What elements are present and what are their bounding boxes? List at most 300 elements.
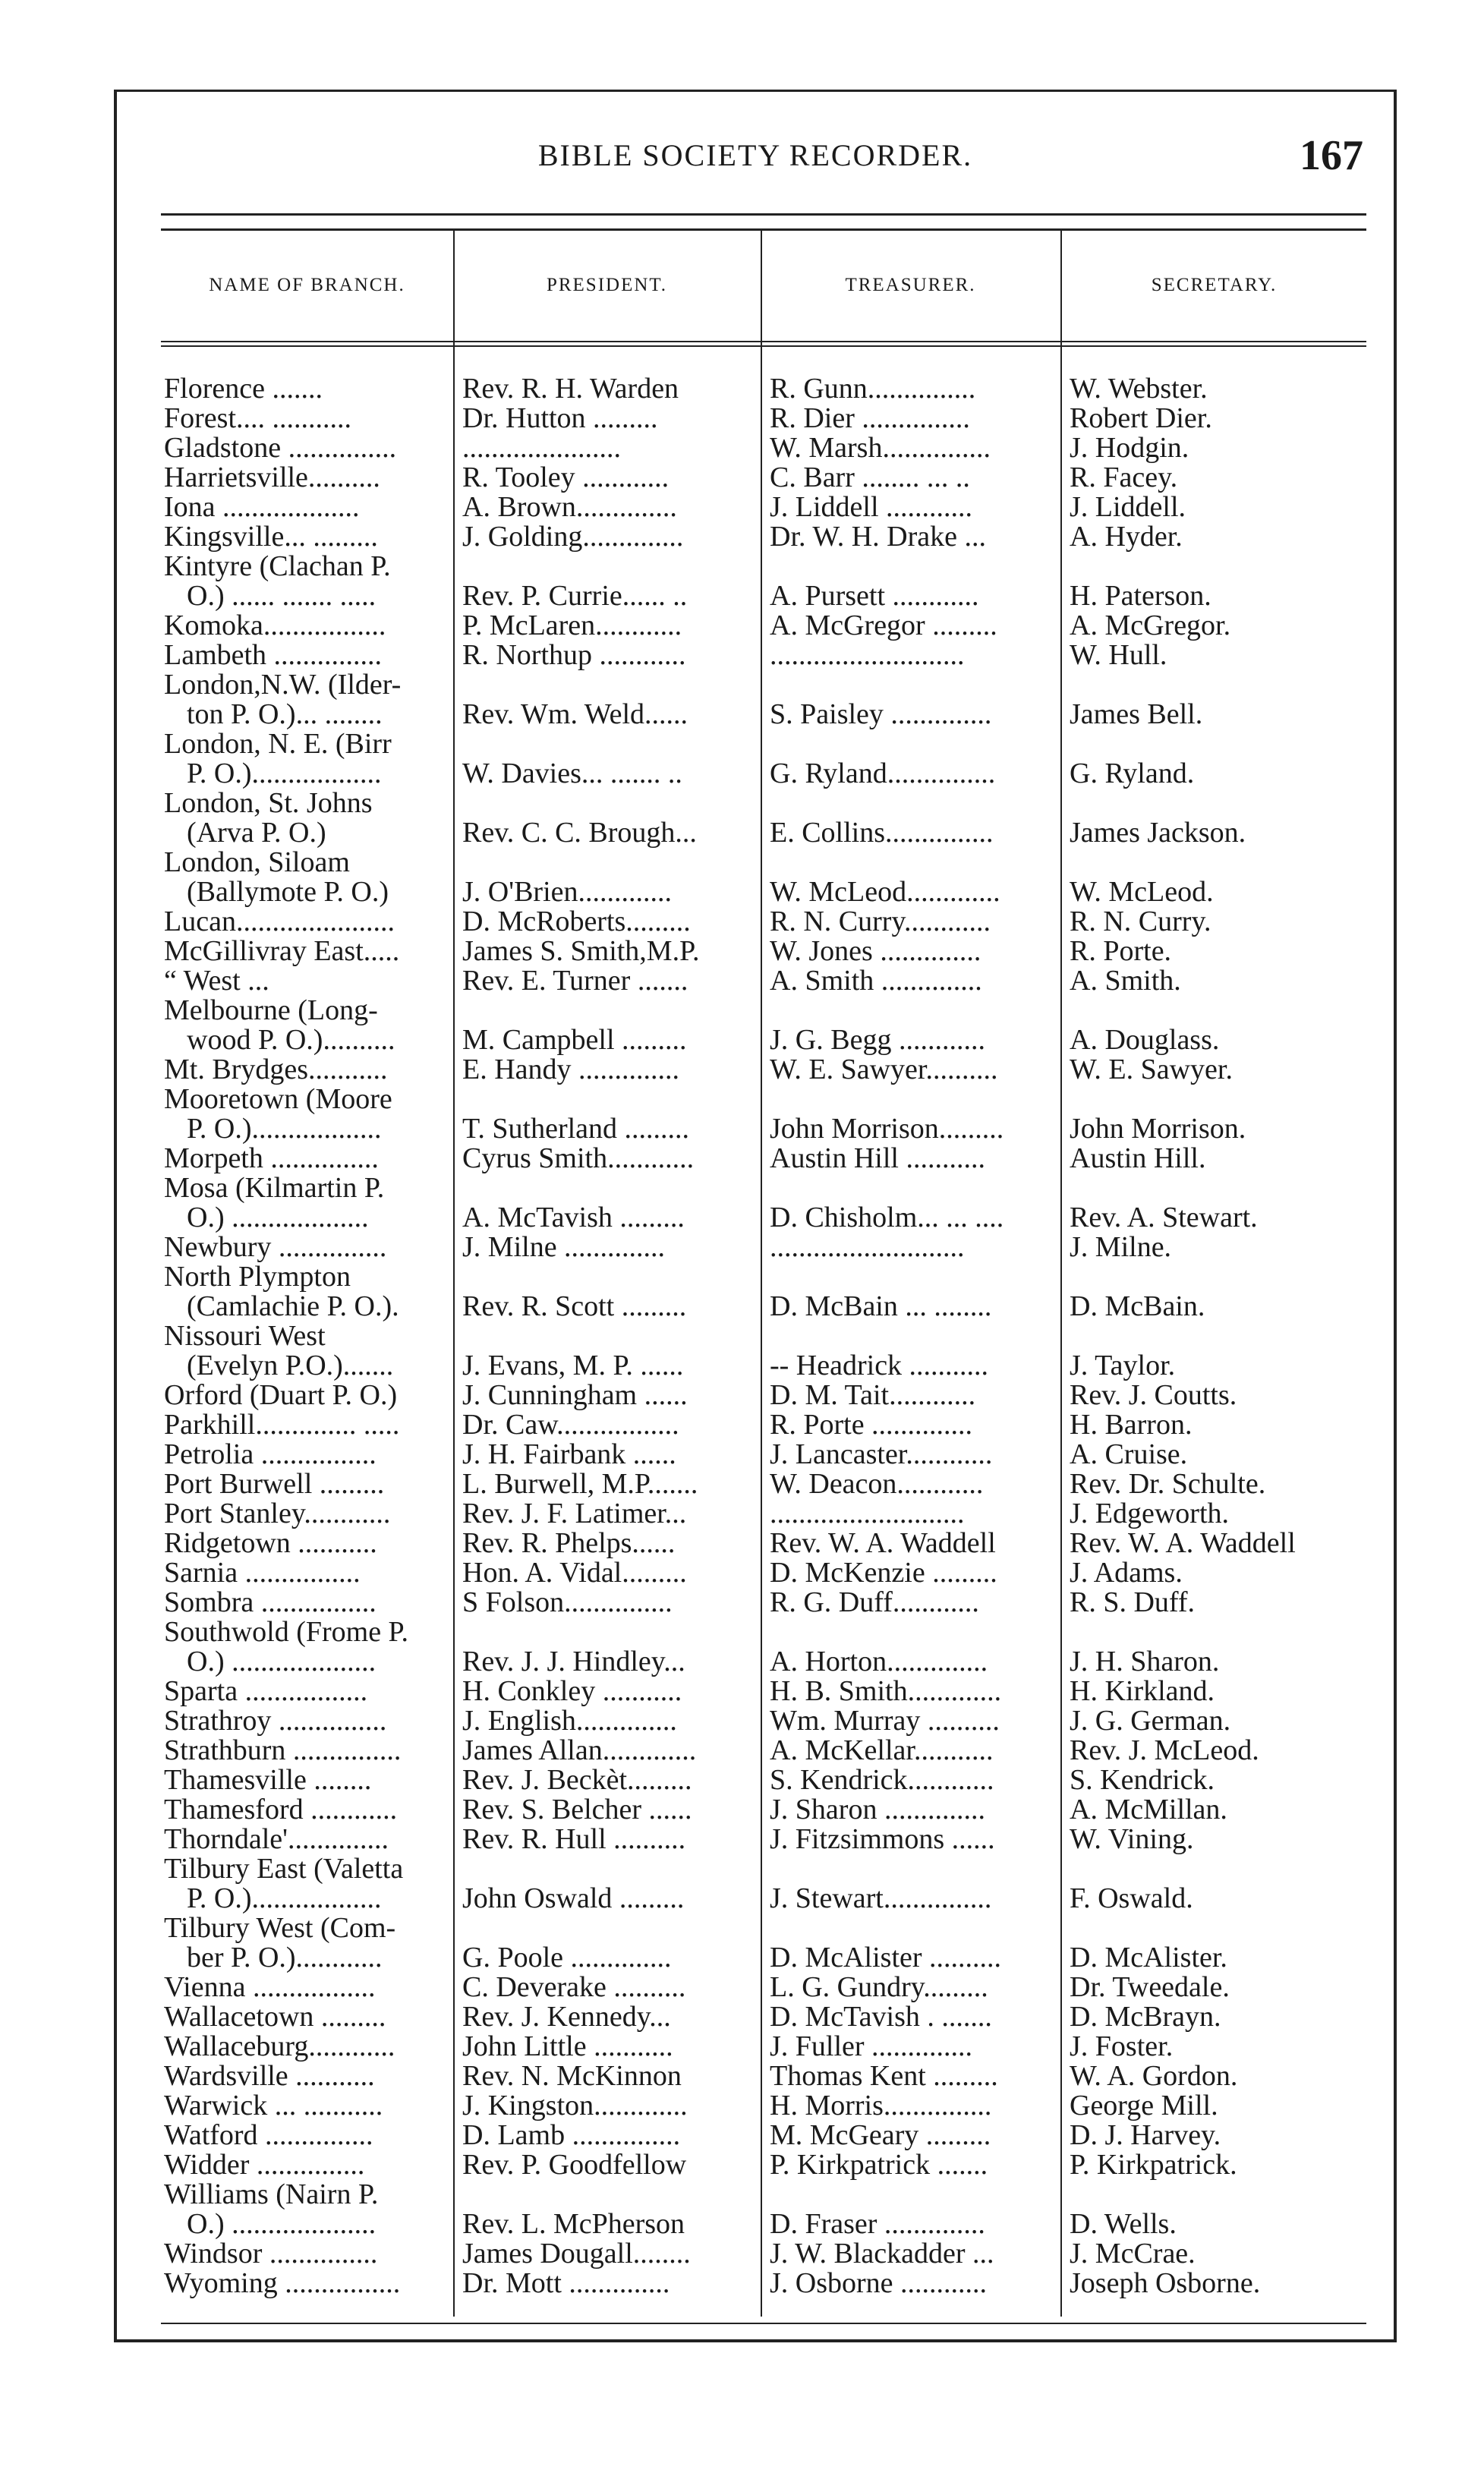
branch-name-line: Thorndale'.............. bbox=[164, 1825, 389, 1854]
president-cell: Rev. E. Turner ....... bbox=[462, 966, 688, 996]
treasurer-cell: D. McAlister .......... bbox=[770, 1943, 1002, 1973]
branch-name-cell bbox=[161, 729, 453, 789]
branch-name-line: London,N.W. (Ilder- bbox=[164, 670, 402, 701]
treasurer-cell: R. Gunn............... bbox=[770, 374, 976, 404]
secretary-cell: Rev. W. A. Waddell bbox=[1070, 1529, 1296, 1558]
branch-name-line: Mooretown (Moore bbox=[164, 1085, 392, 1115]
secretary-cell: D. McBain. bbox=[1070, 1292, 1205, 1321]
branch-name-line: Nissouri West bbox=[164, 1321, 326, 1352]
table-row bbox=[161, 1529, 1366, 1558]
column-header-president: PRESIDENT. bbox=[546, 275, 668, 295]
table-row bbox=[161, 1706, 1366, 1736]
page-header bbox=[117, 132, 1394, 191]
branch-name-cell bbox=[161, 1055, 453, 1085]
president-cell: Rev. P. Goodfellow bbox=[462, 2150, 687, 2180]
table-row bbox=[161, 1410, 1366, 1440]
secretary-cell: A. Hyder. bbox=[1070, 522, 1183, 552]
table-row bbox=[161, 1262, 1366, 1321]
treasurer-cell: ........................... bbox=[770, 641, 965, 670]
branch-name-cell bbox=[161, 1617, 453, 1677]
branch-name-cell bbox=[161, 1233, 453, 1262]
branch-name-line: P. O.).................. bbox=[187, 1882, 382, 1914]
treasurer-cell: ........................... bbox=[770, 1499, 965, 1529]
table-row bbox=[161, 1795, 1366, 1825]
table-row bbox=[161, 1085, 1366, 1144]
column-header-secretary: SECRETARY. bbox=[1151, 275, 1278, 295]
table-row bbox=[161, 1854, 1366, 1914]
branch-name-line: (Ballymote P. O.) bbox=[187, 876, 389, 907]
table-row bbox=[161, 848, 1366, 907]
branch-name-line: Williams (Nairn P. bbox=[164, 2180, 379, 2210]
table-row bbox=[161, 1440, 1366, 1469]
secretary-cell: J. Adams. bbox=[1070, 1558, 1183, 1588]
president-cell: John Oswald ......... bbox=[462, 1884, 685, 1914]
secretary-cell: J. Taylor. bbox=[1070, 1351, 1176, 1381]
branch-name-line: Petrolia ................ bbox=[164, 1440, 377, 1469]
treasurer-cell: W. Marsh............... bbox=[770, 433, 991, 463]
branch-name-line: Melbourne (Long- bbox=[164, 996, 378, 1026]
secretary-cell: Robert Dier. bbox=[1070, 404, 1212, 433]
secretary-cell: A. Smith. bbox=[1070, 966, 1181, 996]
secretary-cell: John Morrison. bbox=[1070, 1114, 1246, 1144]
table-row bbox=[161, 2091, 1366, 2121]
president-cell: C. Deverake .......... bbox=[462, 1973, 686, 2002]
branch-name-line: “ West ... bbox=[164, 966, 269, 996]
president-cell: Hon. A. Vidal......... bbox=[462, 1558, 687, 1588]
branch-name-cell bbox=[161, 1144, 453, 1173]
branch-name-line: Wardsville ........... bbox=[164, 2062, 375, 2091]
branch-name-cell bbox=[161, 463, 453, 493]
table-row bbox=[161, 729, 1366, 789]
branch-name-line: McGillivray East..... bbox=[164, 937, 400, 966]
treasurer-cell: ........................... bbox=[770, 1233, 965, 1262]
treasurer-cell: D. McBain ... ........ bbox=[770, 1292, 992, 1321]
president-cell: J. Milne .............. bbox=[462, 1233, 666, 1262]
president-cell: J. O'Brien............. bbox=[462, 877, 673, 907]
branch-name-line: Kingsville... ......... bbox=[164, 522, 378, 552]
table-row bbox=[161, 1144, 1366, 1173]
secretary-cell: D. J. Harvey. bbox=[1070, 2121, 1221, 2150]
branch-name-line: Florence ....... bbox=[164, 374, 323, 404]
branch-name-line: Tilbury East (Valetta bbox=[164, 1854, 404, 1885]
treasurer-cell: L. G. Gundry......... bbox=[770, 1973, 988, 2002]
branch-name-line: ton P. O.)... ........ bbox=[187, 698, 383, 729]
table-row bbox=[161, 1469, 1366, 1499]
treasurer-cell: R. Porte .............. bbox=[770, 1410, 973, 1440]
president-cell: D. Lamb ............... bbox=[462, 2121, 681, 2150]
branch-name-line: O.) .................... bbox=[187, 1646, 377, 1677]
column-header-branch: NAME OF BRANCH. bbox=[209, 275, 405, 295]
table-row bbox=[161, 2180, 1366, 2239]
secretary-cell: Austin Hill. bbox=[1070, 1144, 1206, 1173]
branch-name-line: Lambeth ............... bbox=[164, 641, 383, 670]
column-headers bbox=[161, 230, 1366, 341]
president-cell: ...................... bbox=[462, 433, 621, 463]
branch-name-cell bbox=[161, 2269, 453, 2298]
table-bottom-rule bbox=[161, 2323, 1366, 2324]
president-cell: Dr. Caw................. bbox=[462, 1410, 679, 1440]
secretary-cell: R. S. Duff. bbox=[1070, 1588, 1196, 1617]
branch-name-cell bbox=[161, 1321, 453, 1381]
president-cell: Rev. J. Kennedy... bbox=[462, 2002, 671, 2032]
branch-name-line: North Plympton bbox=[164, 1262, 351, 1293]
branch-name-line: (Camlachie P. O.). bbox=[187, 1290, 399, 1321]
branch-name-cell bbox=[161, 907, 453, 937]
secretary-cell: Rev. J. Coutts. bbox=[1070, 1381, 1237, 1410]
secretary-cell: J. Foster. bbox=[1070, 2032, 1174, 2062]
branch-name-cell bbox=[161, 1766, 453, 1795]
president-cell: Rev. S. Belcher ...... bbox=[462, 1795, 692, 1825]
table-row bbox=[161, 433, 1366, 463]
treasurer-cell: J. Fuller .............. bbox=[770, 2032, 973, 2062]
branch-name-line: P. O.).................. bbox=[187, 1113, 382, 1144]
branch-name-line: Komoka................. bbox=[164, 611, 386, 641]
president-cell: Dr. Mott .............. bbox=[462, 2269, 670, 2298]
treasurer-cell: H. Morris............... bbox=[770, 2091, 992, 2121]
table-row bbox=[161, 789, 1366, 848]
president-cell: E. Handy .............. bbox=[462, 1055, 680, 1085]
secretary-cell: George Mill. bbox=[1070, 2091, 1218, 2121]
treasurer-cell: D. Chisholm... ... .... bbox=[770, 1203, 1004, 1233]
branch-name-cell bbox=[161, 966, 453, 996]
treasurer-cell: A. Smith .............. bbox=[770, 966, 982, 996]
treasurer-cell: J. Sharon .............. bbox=[770, 1795, 985, 1825]
table-row bbox=[161, 670, 1366, 729]
table-row bbox=[161, 1233, 1366, 1262]
branch-name-line: Strathroy ............... bbox=[164, 1706, 387, 1736]
table-row bbox=[161, 1736, 1366, 1766]
secretary-cell: J. Hodgin. bbox=[1070, 433, 1189, 463]
treasurer-cell: D. Fraser .............. bbox=[770, 2210, 985, 2239]
branch-name-cell bbox=[161, 848, 453, 907]
treasurer-cell: G. Ryland............... bbox=[770, 759, 996, 789]
branch-name-cell bbox=[161, 1262, 453, 1321]
branch-name-cell bbox=[161, 670, 453, 729]
table-row bbox=[161, 552, 1366, 611]
president-cell: Rev. R. Hull .......... bbox=[462, 1825, 686, 1854]
president-cell: Rev. C. C. Brough... bbox=[462, 818, 697, 848]
branch-name-cell bbox=[161, 641, 453, 670]
branch-name-cell bbox=[161, 2002, 453, 2032]
secretary-cell: J. Milne. bbox=[1070, 1233, 1172, 1262]
branch-name-cell bbox=[161, 1440, 453, 1469]
branch-name-line: London, Siloam bbox=[164, 848, 350, 878]
branch-name-line: Sparta ................. bbox=[164, 1677, 368, 1706]
president-cell: Rev. P. Currie...... .. bbox=[462, 581, 688, 611]
president-cell: Cyrus Smith............ bbox=[462, 1144, 695, 1173]
branch-name-cell bbox=[161, 522, 453, 552]
table-row bbox=[161, 493, 1366, 522]
branch-name-cell bbox=[161, 1677, 453, 1706]
branch-name-line: Sombra ................ bbox=[164, 1588, 377, 1617]
branch-name-line: Harrietsville.......... bbox=[164, 463, 380, 493]
treasurer-cell: J. Stewart............... bbox=[770, 1884, 992, 1914]
branch-name-cell bbox=[161, 1381, 453, 1410]
secretary-cell: H. Barron. bbox=[1070, 1410, 1193, 1440]
branch-name-line: Kintyre (Clachan P. bbox=[164, 552, 391, 582]
secretary-cell: J. Liddell. bbox=[1070, 493, 1186, 522]
secretary-cell: A. Cruise. bbox=[1070, 1440, 1188, 1469]
table-row bbox=[161, 1617, 1366, 1677]
branch-name-line: Mt. Brydges........... bbox=[164, 1055, 388, 1085]
president-cell: A. McTavish ......... bbox=[462, 1203, 685, 1233]
table-row bbox=[161, 1914, 1366, 1973]
president-cell: James Dougall........ bbox=[462, 2239, 691, 2269]
table-row bbox=[161, 374, 1366, 404]
table-row bbox=[161, 463, 1366, 493]
president-cell: M. Campbell ......... bbox=[462, 1025, 687, 1055]
branch-name-cell bbox=[161, 1973, 453, 2002]
table-row bbox=[161, 641, 1366, 670]
table-row bbox=[161, 1973, 1366, 2002]
president-cell: Rev. J. Beckèt......... bbox=[462, 1766, 692, 1795]
branch-name-line: Sarnia ................ bbox=[164, 1558, 361, 1588]
branch-name-cell bbox=[161, 611, 453, 641]
president-cell: L. Burwell, M.P....... bbox=[462, 1469, 698, 1499]
president-cell: R. Northup ............ bbox=[462, 641, 686, 670]
secretary-cell: James Jackson. bbox=[1070, 818, 1246, 848]
president-cell: A. Brown.............. bbox=[462, 493, 677, 522]
treasurer-cell: Dr. W. H. Drake ... bbox=[770, 522, 986, 552]
branch-name-cell bbox=[161, 2121, 453, 2150]
branch-name-cell bbox=[161, 1736, 453, 1766]
branch-name-cell bbox=[161, 1914, 453, 1973]
branch-name-cell bbox=[161, 404, 453, 433]
secretary-cell: D. McBrayn. bbox=[1070, 2002, 1221, 2032]
secretary-cell: H. Kirkland. bbox=[1070, 1677, 1215, 1706]
table-row bbox=[161, 2002, 1366, 2032]
president-cell: Rev. R. H. Warden bbox=[462, 374, 679, 404]
president-cell: Rev. R. Scott ......... bbox=[462, 1292, 687, 1321]
branch-name-cell bbox=[161, 1173, 453, 1233]
table-row bbox=[161, 611, 1366, 641]
secretary-cell: F. Oswald. bbox=[1070, 1884, 1193, 1914]
table-row bbox=[161, 1825, 1366, 1854]
treasurer-cell: P. Kirkpatrick ....... bbox=[770, 2150, 988, 2180]
branch-name-line: Ridgetown ........... bbox=[164, 1529, 377, 1558]
president-cell: Rev. Wm. Weld...... bbox=[462, 700, 688, 729]
branch-name-cell bbox=[161, 493, 453, 522]
branch-name-cell bbox=[161, 1825, 453, 1854]
table-row bbox=[161, 404, 1366, 433]
president-cell: Rev. N. McKinnon bbox=[462, 2062, 682, 2091]
branch-name-cell bbox=[161, 2062, 453, 2091]
branch-name-line: Port Burwell ......... bbox=[164, 1469, 385, 1499]
secretary-cell: G. Ryland. bbox=[1070, 759, 1195, 789]
treasurer-cell: M. McGeary ......... bbox=[770, 2121, 991, 2150]
treasurer-cell: W. E. Sawyer.......... bbox=[770, 1055, 998, 1085]
branch-name-line: Warwick ... ........... bbox=[164, 2091, 383, 2121]
secretary-cell: J. Edgeworth. bbox=[1070, 1499, 1230, 1529]
table-row bbox=[161, 1677, 1366, 1706]
treasurer-cell: Thomas Kent ......... bbox=[770, 2062, 998, 2091]
table-row bbox=[161, 1588, 1366, 1617]
president-cell: Rev. J. F. Latimer... bbox=[462, 1499, 687, 1529]
secretary-cell: Rev. A. Stewart. bbox=[1070, 1203, 1258, 1233]
branch-name-line: Parkhill.............. ..... bbox=[164, 1410, 400, 1440]
branch-name-line: Watford ............... bbox=[164, 2121, 373, 2150]
table-row bbox=[161, 2150, 1366, 2180]
secretary-cell: W. Hull. bbox=[1070, 641, 1167, 670]
treasurer-cell: S. Kendrick............ bbox=[770, 1766, 994, 1795]
treasurer-cell: W. McLeod............. bbox=[770, 877, 1000, 907]
branch-name-line: Wallacetown ......... bbox=[164, 2002, 386, 2032]
president-cell: W. Davies... ....... .. bbox=[462, 759, 682, 789]
branch-name-cell bbox=[161, 374, 453, 404]
table-row bbox=[161, 907, 1366, 937]
president-cell: Dr. Hutton ......... bbox=[462, 404, 658, 433]
table-row bbox=[161, 2239, 1366, 2269]
branch-name-line: Wyoming ................ bbox=[164, 2269, 401, 2298]
table-row bbox=[161, 937, 1366, 966]
branch-name-line: ber P. O.)............ bbox=[187, 1942, 383, 1973]
treasurer-cell: -- Headrick ........... bbox=[770, 1351, 989, 1381]
branch-name-cell bbox=[161, 2091, 453, 2121]
table-row bbox=[161, 2121, 1366, 2150]
treasurer-cell: J. G. Begg ............ bbox=[770, 1025, 985, 1055]
branch-name-cell bbox=[161, 1085, 453, 1144]
branch-name-line: Newbury ............... bbox=[164, 1233, 387, 1262]
secretary-cell: Rev. Dr. Schulte. bbox=[1070, 1469, 1266, 1499]
branch-name-cell bbox=[161, 2150, 453, 2180]
branch-name-line: Forest.... ........... bbox=[164, 404, 351, 433]
secretary-cell: Joseph Osborne. bbox=[1070, 2269, 1261, 2298]
page-frame bbox=[114, 90, 1397, 2342]
president-cell: J. H. Fairbank ...... bbox=[462, 1440, 676, 1469]
treasurer-cell: R. Dier ............... bbox=[770, 404, 970, 433]
table-row bbox=[161, 1055, 1366, 1085]
secretary-cell: J. McCrae. bbox=[1070, 2239, 1196, 2269]
branch-name-line: Tilbury West (Com- bbox=[164, 1914, 396, 1944]
branch-name-line: wood P. O.).......... bbox=[187, 1024, 395, 1055]
secretary-cell: Rev. J. McLeod. bbox=[1070, 1736, 1259, 1766]
table-row bbox=[161, 2032, 1366, 2062]
president-cell: James S. Smith,M.P. bbox=[462, 937, 700, 966]
table-row bbox=[161, 1321, 1366, 1381]
page-number: 167 bbox=[1300, 132, 1363, 179]
branch-name-cell bbox=[161, 996, 453, 1055]
secretary-cell: A. Douglass. bbox=[1070, 1025, 1220, 1055]
running-title: BIBLE SOCIETY RECORDER. bbox=[537, 138, 973, 172]
branch-name-cell bbox=[161, 1854, 453, 1914]
treasurer-cell: E. Collins............... bbox=[770, 818, 994, 848]
president-cell: J. Kingston............. bbox=[462, 2091, 688, 2121]
secretary-cell: R. Facey. bbox=[1070, 463, 1178, 493]
president-cell: S Folson............... bbox=[462, 1588, 673, 1617]
branch-name-cell bbox=[161, 433, 453, 463]
treasurer-cell: J. Fitzsimmons ...... bbox=[770, 1825, 995, 1854]
table-row bbox=[161, 996, 1366, 1055]
secretary-cell: R. Porte. bbox=[1070, 937, 1172, 966]
secretary-cell: J. H. Sharon. bbox=[1070, 1647, 1220, 1677]
president-cell: G. Poole .............. bbox=[462, 1943, 672, 1973]
branch-name-line: Mosa (Kilmartin P. bbox=[164, 1173, 385, 1204]
branch-name-cell bbox=[161, 1795, 453, 1825]
table-row bbox=[161, 2062, 1366, 2091]
branch-name-line: O.) ................... bbox=[187, 1202, 369, 1233]
president-cell: T. Sutherland ......... bbox=[462, 1114, 690, 1144]
president-cell: John Little ........... bbox=[462, 2032, 673, 2062]
president-cell: J. English.............. bbox=[462, 1706, 677, 1736]
treasurer-cell: W. Jones .............. bbox=[770, 937, 981, 966]
branch-name-line: London, N. E. (Birr bbox=[164, 729, 392, 760]
branch-name-line: Southwold (Frome P. bbox=[164, 1617, 408, 1648]
president-cell: Rev. J. J. Hindley... bbox=[462, 1647, 685, 1677]
secretary-cell: W. McLeod. bbox=[1070, 877, 1214, 907]
branch-name-line: (Evelyn P.O.)....... bbox=[187, 1350, 394, 1381]
branch-name-cell bbox=[161, 1469, 453, 1499]
treasurer-cell: Rev. W. A. Waddell bbox=[770, 1529, 996, 1558]
president-cell: J. Golding.............. bbox=[462, 522, 684, 552]
branch-name-cell bbox=[161, 1706, 453, 1736]
president-cell: Rev. L. McPherson bbox=[462, 2210, 685, 2239]
treasurer-cell: S. Paisley .............. bbox=[770, 700, 992, 729]
branch-name-line: Port Stanley............ bbox=[164, 1499, 391, 1529]
branch-name-line: Thamesville ........ bbox=[164, 1766, 372, 1795]
branch-name-line: Thamesford ............ bbox=[164, 1795, 398, 1825]
table-row bbox=[161, 1173, 1366, 1233]
secretary-cell: W. E. Sawyer. bbox=[1070, 1055, 1233, 1085]
branch-name-cell bbox=[161, 1410, 453, 1440]
branch-name-line: Morpeth ............... bbox=[164, 1144, 379, 1173]
branch-name-line: Widder ............... bbox=[164, 2150, 365, 2180]
secretary-cell: S. Kendrick. bbox=[1070, 1766, 1215, 1795]
branch-name-line: O.) .................... bbox=[187, 2208, 377, 2239]
table-row bbox=[161, 1381, 1366, 1410]
branch-name-line: Iona ................... bbox=[164, 493, 360, 522]
secretary-cell: R. N. Curry. bbox=[1070, 907, 1211, 937]
branch-name-line: London, St. Johns bbox=[164, 789, 373, 819]
branch-name-cell bbox=[161, 552, 453, 611]
header-rule-top bbox=[161, 213, 1366, 216]
table-row bbox=[161, 522, 1366, 552]
branch-name-cell bbox=[161, 1558, 453, 1588]
secretary-cell: James Bell. bbox=[1070, 700, 1203, 729]
table-row bbox=[161, 2269, 1366, 2298]
branch-name-line: Windsor ............... bbox=[164, 2239, 378, 2269]
table-row bbox=[161, 1499, 1366, 1529]
branch-name-line: Gladstone ............... bbox=[164, 433, 397, 463]
table-row bbox=[161, 1766, 1366, 1795]
treasurer-cell: D. M. Tait............ bbox=[770, 1381, 976, 1410]
treasurer-cell: J. W. Blackadder ... bbox=[770, 2239, 994, 2269]
secretary-cell: D. McAlister. bbox=[1070, 1943, 1227, 1973]
secretary-cell: H. Paterson. bbox=[1070, 581, 1211, 611]
branch-name-cell bbox=[161, 1588, 453, 1617]
branch-table bbox=[161, 374, 1366, 2298]
branch-name-line: Orford (Duart P. O.) bbox=[164, 1381, 398, 1410]
branch-name-line: P. O.).................. bbox=[187, 758, 382, 789]
branch-name-line: Wallaceburg............ bbox=[164, 2032, 395, 2062]
branch-name-cell bbox=[161, 2180, 453, 2239]
branch-name-line: O.) ...... ....... ..... bbox=[187, 580, 377, 611]
treasurer-cell: Wm. Murray .......... bbox=[770, 1706, 1000, 1736]
secretary-cell: A. McMillan. bbox=[1070, 1795, 1227, 1825]
branch-name-cell bbox=[161, 1529, 453, 1558]
president-cell: D. McRoberts......... bbox=[462, 907, 691, 937]
branch-name-line: Vienna ................. bbox=[164, 1973, 376, 2002]
president-cell: J. Evans, M. P. ...... bbox=[462, 1351, 684, 1381]
treasurer-cell: C. Barr ........ ... .. bbox=[770, 463, 970, 493]
treasurer-cell: John Morrison......... bbox=[770, 1114, 1004, 1144]
treasurer-cell: J. Osborne ............ bbox=[770, 2269, 988, 2298]
president-cell: Rev. R. Phelps...... bbox=[462, 1529, 676, 1558]
secretary-cell: A. McGregor. bbox=[1070, 611, 1231, 641]
president-cell: J. Cunningham ...... bbox=[462, 1381, 688, 1410]
table-row bbox=[161, 966, 1366, 996]
header-rule-third bbox=[161, 341, 1366, 342]
treasurer-cell: A. McGregor ......... bbox=[770, 611, 997, 641]
